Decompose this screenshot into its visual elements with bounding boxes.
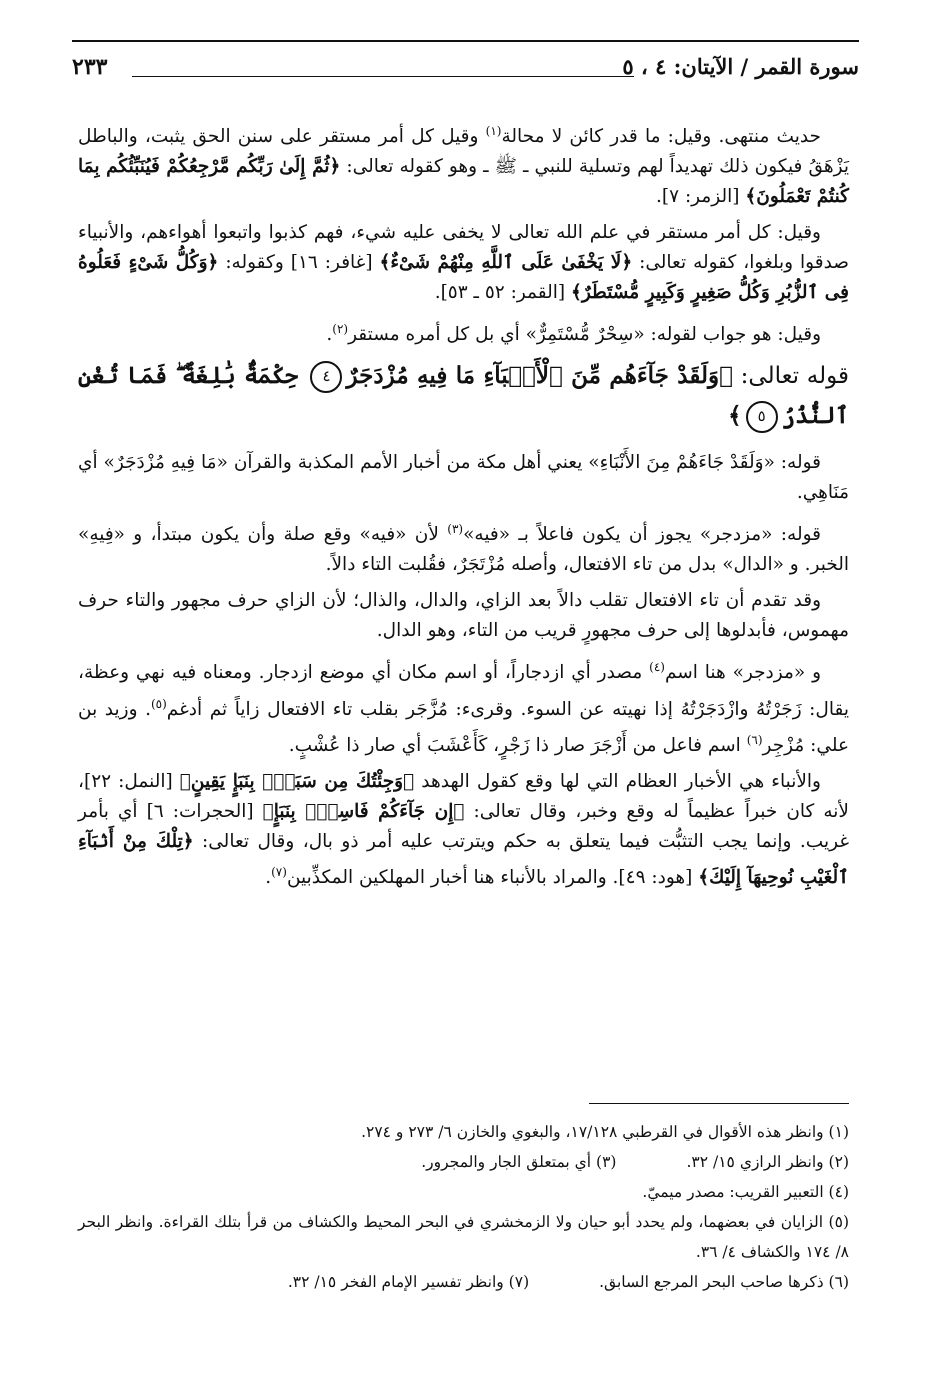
footnote-row <box>78 1147 849 1177</box>
paragraph <box>78 116 849 212</box>
text: [القمر: ٥٢ ـ ٥٣]. <box>434 282 571 304</box>
page-number: ٢٣٣ <box>72 54 108 80</box>
header-line <box>132 76 634 77</box>
footnote: (٥) الزايان في بعضهما، ولم يحدد أبو حيان ولا الزمخشري في البحر المحيط والكشاف من قرأ بتلك القراءة. وانظر البحر ٨/ ١٧٤ والكشاف ٤/ ٣٦. <box>78 1213 849 1261</box>
text: [غافر: ١٦] وكقوله: <box>218 252 380 274</box>
footnote-ref[interactable]: (٧) <box>271 864 287 879</box>
heading-label: قوله تعالى: <box>732 363 850 390</box>
text: قوله: «وَلَقَدْ جَاءَهُمْ مِنَ الأَنْبَاءِ» يعني أهل مكة من أخبار الأمم المكذبة والقرآن «مَا فِيهِ مُزْدَجَرٌ» أي مَنَاهِي. <box>78 452 849 504</box>
text: والأنباء هي الأخبار العظام التي لها وقع كقول الهدهد <box>414 770 821 792</box>
page-header <box>72 50 859 90</box>
text: وقد تقدم أن تاء الافتعال تقلب دالاً بعد الزاي، والدال، والذال؛ لأن الزاي حرف مجهور والتاء حرف مهموس، فأبدلوها إلى حرف مجهورٍ قريب من التاء، وهو الدال. <box>78 590 849 642</box>
text: وقيل كل أمر مستقر على سنن الحق يثبت، والباطل يَزْهَقُ فيكون ذلك تهديداً لهم وتسلية للنبي ـ ﷺ ـ وهو كقوله تعالى: <box>78 126 849 178</box>
verse-heading <box>78 356 849 436</box>
paragraph <box>78 314 849 350</box>
footnote-ref[interactable]: (٦) <box>746 732 763 747</box>
text: وقيل: هو جواب لقوله: «سِحْرٌ مُّسْتَمِرٌّ» أي بل كل أمره مستقر <box>348 324 821 346</box>
paragraph <box>78 514 849 580</box>
header-rule <box>72 40 859 42</box>
text: [النمل: ٢٢]، لأنه كان خبراً عظيماً له وقع وخبر، وقال تعالى: <box>78 770 849 822</box>
text: . وزيد بن علي: مُزْجِر <box>78 698 849 756</box>
main-text <box>78 116 849 899</box>
footnote: (١) وانظر هذه الأقوال في القرطبي ١٧/١٢٨، والبغوي والخازن ٦/ ٢٧٣ و ٢٧٤. <box>361 1123 849 1141</box>
paragraph <box>78 448 849 508</box>
paragraph <box>78 767 849 893</box>
quran-verse: حِكْمَةٌۢ بَٰلِغَةٌ ۖ فَمَا تُغْنِ ٱلنُّذُرُ <box>78 362 849 430</box>
paragraph <box>78 218 849 308</box>
footnote: (٣) أي بمتعلق الجار والمجرور. <box>421 1153 617 1171</box>
text: [هود: ٤٩]. والمراد بالأنباء هنا أخبار المهلكين المكذِّبين <box>286 867 699 889</box>
text: مصدر أي ازدجاراً، أو اسم مكان أي موضع ازدجار. ومعناه فيه نهي وعظة، يقال: زَجَرْتُهُ وازْدَجَرْتُهُ إذا نهيته عن السوء. وقرىء: مُزَّجَر بقلب تاء الافتعال زاياً ثم أدغم <box>78 662 849 720</box>
text: لأن «فيه» وقع صلة وأن يكون مبتدأ، و «فِيهِ» الخبر. و «الدال» بدل من تاء الافتعال، وأصله مُزْتَجَرٌ، فقُلبت التاء دالاً. <box>78 524 849 576</box>
ayah-number-icon: ٤ <box>310 361 342 393</box>
paragraph <box>78 586 849 646</box>
footnote-ref[interactable]: (٥) <box>150 696 167 711</box>
ayah-number-icon: ٥ <box>746 401 778 433</box>
quran-quote: ﴿إِن جَآءَكُمْ فَاسِقٌۢ بِنَبَإٍ﴾ <box>262 800 465 822</box>
quran-bracket: ﴾ <box>728 402 742 430</box>
footnotes <box>78 1117 849 1297</box>
paragraph <box>78 652 849 760</box>
footnote: (٤) التعبير القريب: مصدر ميميّ. <box>642 1183 849 1201</box>
quran-quote: ﴿وَجِئْتُكَ مِن سَبَإٍۭ بِنَبَإٍ يَقِينٍ﴾ <box>179 770 415 792</box>
text: قوله: «مزدجر» يجوز أن يكون فاعلاً بـ «فيه» <box>463 524 821 546</box>
footnote: (٦) ذكرها صاحب البحر المرجع السابق. <box>599 1273 849 1291</box>
footnote-divider <box>589 1103 849 1104</box>
text: [الزمر: ٧]. <box>656 186 746 208</box>
footnote-ref[interactable]: (١) <box>485 124 502 138</box>
surah-title: سورة القمر / الآيتان: ٤ ، ٥ <box>622 54 859 79</box>
quran-quote: ﴿وَكُلُّ شَىْءٍ فَعَلُوهُ فِى ٱلزُّبُرِ وَكُلُّ صَغِيرٍ وَكَبِيرٍ مُّسْتَطَرٌ﴾ <box>78 252 849 304</box>
footnote-ref[interactable]: (٣) <box>447 522 464 537</box>
text: . <box>326 324 333 346</box>
text: اسم فاعل من أَزْجَرَ صار ذا زَجْرٍ، كَأَعْشَبَ أي صار ذا عُشْبٍ. <box>288 734 747 756</box>
text: [الحجرات: ٦] أي بأمر غريب. وإنما يجب التثبُّت فيما يتعلق به حكم ويترتب عليه أمر ذو بال، وقال تعالى: <box>78 800 850 852</box>
footnote-ref[interactable]: (٤) <box>649 660 665 675</box>
footnote: (٢) وانظر الرازي ١٥/ ٣٢. <box>686 1153 849 1171</box>
quran-quote: ﴿لَا يَخْفَىٰ عَلَى ٱللَّهِ مِنْهُمْ شَىْءٌ﴾ <box>379 252 633 274</box>
quran-quote: ﴿ثُمَّ إِلَىٰ رَبِّكُم مَّرْجِعُكُمْ فَيُنَبِّئُكُم بِمَا كُنتُمْ تَعْمَلُونَ﴾ <box>78 156 849 208</box>
text: و «مزدجر» هنا اسم <box>664 662 822 684</box>
text: حديث منتهى. وقيل: ما قدر كائن لا محالة <box>501 126 821 148</box>
text: وقيل: كل أمر مستقر في علم الله تعالى لا يخفى عليه شيء، فهم كذبوا واتبعوا أهواءهم، والأنبياء صدقوا وبلغوا، كقوله تعالى: <box>78 222 849 274</box>
footnote-row <box>78 1267 849 1297</box>
text: . <box>265 867 272 889</box>
footnote-ref[interactable]: (٢) <box>332 322 349 337</box>
quran-verse: ﴿وَلَقَدْ جَآءَهُم مِّنَ ٱلْأَنۢبَآءِ مَا فِيهِ مُزْدَجَرٌ <box>346 362 733 390</box>
quran-quote: ﴿تِلْكَ مِنْ أَنۢبَآءِ ٱلْغَيْبِ نُوحِيهَآ إِلَيْكَ﴾ <box>78 830 849 889</box>
footnote: (٧) وانظر تفسير الإمام الفخر ١٥/ ٣٢. <box>287 1273 530 1291</box>
